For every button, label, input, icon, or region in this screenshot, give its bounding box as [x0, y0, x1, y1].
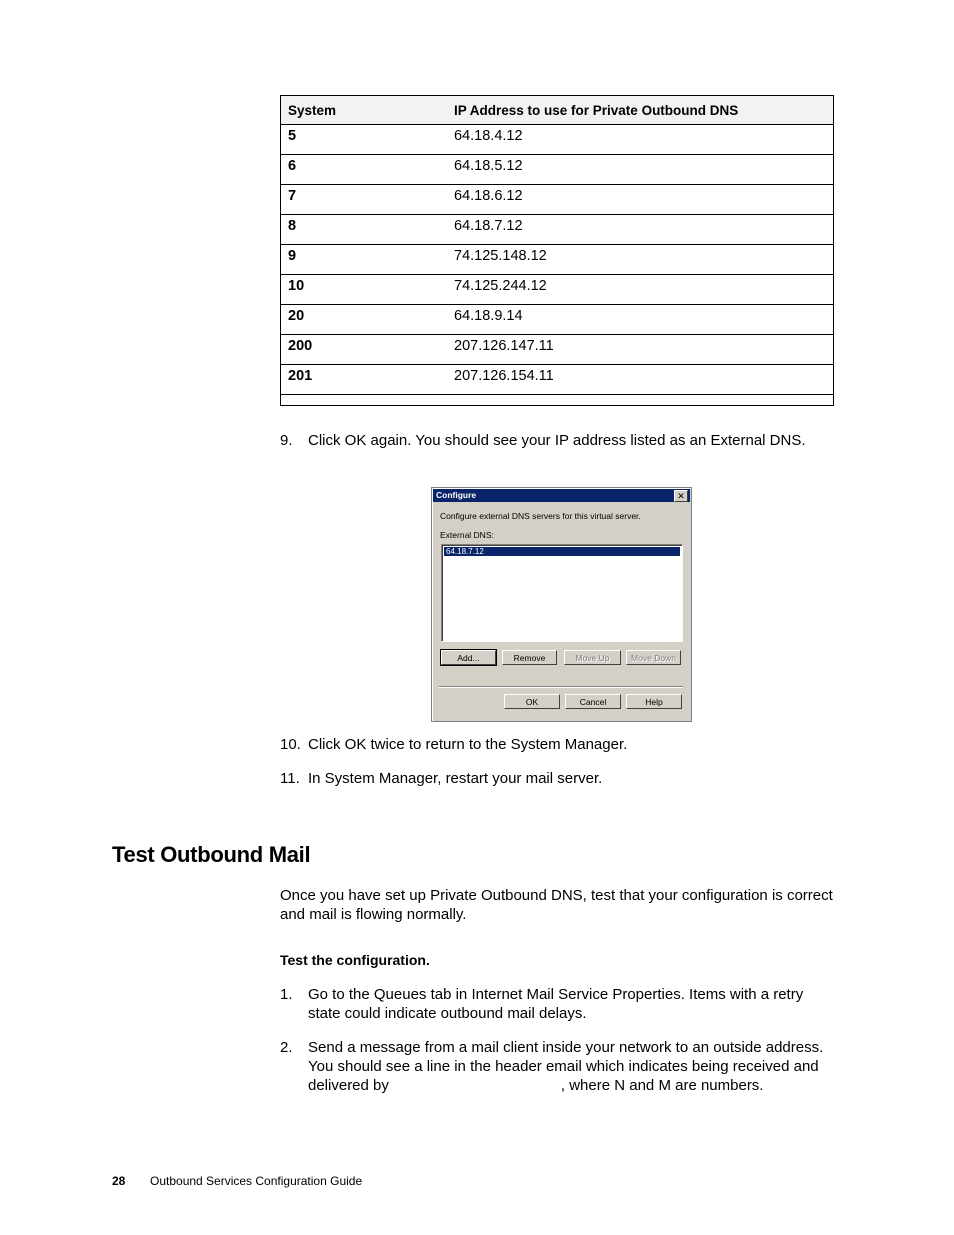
- page-number: 28: [112, 1174, 126, 1188]
- table-header-row: [280, 96, 834, 125]
- ip-cell: 74.125.244.12: [446, 275, 834, 305]
- column-header-ip: IP Address to use for Private Outbound DNS: [446, 96, 834, 125]
- section-heading: Test Outbound Mail: [112, 842, 311, 867]
- step-text-part-b: , where N and M are numbers.: [560, 1077, 764, 1094]
- table-row: [280, 275, 834, 305]
- close-icon[interactable]: ✕: [674, 490, 688, 502]
- ip-cell: 64.18.7.12: [446, 215, 834, 245]
- system-cell: 6: [280, 155, 446, 185]
- move-down-button[interactable]: Move Down: [626, 650, 681, 665]
- table-row: [280, 155, 834, 185]
- ok-button[interactable]: OK: [504, 694, 560, 709]
- table-row: [280, 185, 834, 215]
- step-number: 11.: [280, 770, 300, 787]
- dialog-description: Configure external DNS servers for this virtual server.: [440, 511, 641, 521]
- system-cell: 5: [280, 125, 446, 155]
- help-button[interactable]: Help: [626, 694, 682, 709]
- table-row: [280, 335, 834, 365]
- step-text: Click OK twice to return to the System Manager.: [308, 736, 628, 753]
- table-row: [280, 365, 834, 395]
- step-text: Go to the Queues tab in Internet Mail Service Properties. Items with a retry state could indicate outbound mail delays.: [308, 986, 804, 1022]
- ip-cell: 64.18.5.12: [446, 155, 834, 185]
- step-number: 1.: [280, 986, 293, 1003]
- dialog-separator: [439, 686, 683, 688]
- system-cell: 9: [280, 245, 446, 275]
- external-dns-label: External DNS:: [440, 530, 494, 540]
- dns-ip-table: [280, 95, 834, 395]
- ip-cell: 207.126.147.11: [446, 335, 834, 365]
- dialog-title: Configure: [436, 490, 477, 500]
- step-number: 2.: [280, 1039, 293, 1056]
- table-row: [280, 245, 834, 275]
- table-row: [280, 215, 834, 245]
- step-text-part-a: Send a message from a mail client inside your network to an outside address. You should see a line in the header email which indicates being received and delivered by: [308, 1039, 824, 1094]
- table-row: [280, 125, 834, 155]
- system-cell: 20: [280, 305, 446, 335]
- section-intro: Once you have set up Private Outbound DNS, test that your configuration is correct and mail is flowing normally.: [280, 887, 833, 923]
- ip-cell: 207.126.154.11: [446, 365, 834, 395]
- procedure-title: Test the configuration.: [280, 952, 430, 968]
- step-text: In System Manager, restart your mail server.: [308, 770, 603, 787]
- ip-cell: 74.125.148.12: [446, 245, 834, 275]
- add-button[interactable]: Add...: [441, 650, 496, 665]
- footer-title: Outbound Services Configuration Guide: [150, 1174, 363, 1188]
- system-cell: 8: [280, 215, 446, 245]
- cancel-button[interactable]: Cancel: [565, 694, 621, 709]
- step-text: Click OK again. You should see your IP address listed as an External DNS.: [308, 432, 806, 449]
- column-header-system: System: [280, 96, 446, 125]
- system-cell: 10: [280, 275, 446, 305]
- remove-button[interactable]: Remove: [502, 650, 557, 665]
- table-row: [280, 305, 834, 335]
- external-dns-listbox[interactable]: [441, 544, 683, 642]
- system-cell: 7: [280, 185, 446, 215]
- move-up-button[interactable]: Move Up: [564, 650, 621, 665]
- list-item-selected[interactable]: 64.18.7.12: [444, 547, 680, 556]
- ip-cell: 64.18.9.14: [446, 305, 834, 335]
- step-number: 10.: [280, 736, 301, 753]
- system-cell: 200: [280, 335, 446, 365]
- step-number: 9.: [280, 432, 293, 449]
- ip-cell: 64.18.4.12: [446, 125, 834, 155]
- system-cell: 201: [280, 365, 446, 395]
- dialog-titlebar: [433, 489, 690, 502]
- step-text: [308, 1038, 838, 1095]
- ip-cell: 64.18.6.12: [446, 185, 834, 215]
